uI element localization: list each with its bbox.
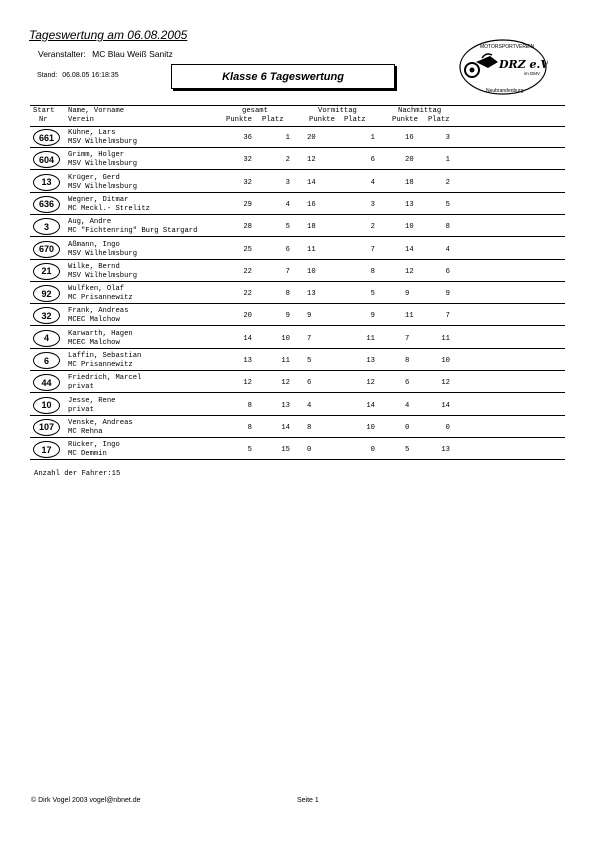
rider-name: Friedrich, Marcel	[68, 374, 142, 383]
morning-points: 4	[307, 401, 312, 410]
rider-name: Krüger, Gerd	[68, 173, 120, 182]
morning-place: 7	[370, 245, 375, 254]
morning-points: 7	[307, 334, 312, 343]
afternoon-place: 1	[445, 156, 450, 165]
rider-name: Wegner, Ditmar	[68, 195, 129, 204]
total-points: 36	[243, 134, 252, 142]
col-gesamt: gesamt	[242, 107, 268, 115]
total-points: 28	[243, 223, 252, 232]
afternoon-points: 9	[405, 290, 410, 299]
timestamp-label: Stand:	[37, 72, 58, 79]
rider-club: MC Demmin	[68, 450, 107, 459]
start-number-badge: 6	[33, 352, 60, 369]
afternoon-points: 7	[405, 334, 410, 343]
rider-club: MC "Fichtenring" Burg Stargard	[68, 227, 198, 236]
morning-points: 12	[307, 156, 316, 165]
rider-name: Jesse, Rene	[68, 396, 116, 405]
rider-club: MC Prisannewitz	[68, 361, 133, 369]
afternoon-points: 12	[405, 267, 414, 276]
start-number-badge: 3	[33, 218, 60, 235]
afternoon-place: 7	[445, 312, 450, 321]
afternoon-points: 20	[405, 156, 414, 165]
row-separator	[30, 325, 565, 326]
rider-club: MSV Wilhelmsburg	[68, 138, 138, 146]
morning-place: 11	[366, 334, 375, 343]
total-points: 8	[247, 401, 252, 410]
morning-place: 5	[370, 290, 375, 299]
morning-place: 1	[370, 134, 375, 142]
morning-points: 13	[307, 290, 316, 299]
start-number-badge: 636	[33, 196, 60, 213]
afternoon-place: 12	[441, 379, 450, 388]
table-row	[30, 239, 565, 260]
morning-points: 14	[307, 178, 316, 187]
total-place: 7	[285, 267, 290, 276]
table-row	[30, 194, 565, 215]
table-row	[30, 149, 565, 170]
total-points: 22	[243, 267, 252, 276]
table-top-rule	[30, 105, 565, 106]
logo-top-text: MOTORSPORTVEREIN	[480, 44, 535, 50]
start-number-badge: 92	[33, 285, 60, 302]
start-number-badge: 10	[33, 397, 60, 414]
table-row	[30, 439, 565, 460]
morning-place: 14	[366, 401, 375, 410]
table-row	[30, 417, 565, 438]
afternoon-place: 4	[445, 245, 450, 254]
organizer-name: MC Blau Weiß Sanitz	[92, 49, 173, 59]
afternoon-points: 5	[405, 446, 410, 455]
morning-place: 4	[370, 178, 375, 187]
afternoon-place: 5	[445, 200, 450, 209]
rider-name: Frank, Andreas	[68, 307, 129, 316]
rider-club: MC Prisannewitz	[68, 294, 133, 303]
rider-club: MSV Wilhelmsburg	[68, 271, 138, 280]
table-row	[30, 350, 565, 371]
rider-count	[34, 470, 120, 478]
start-number-badge: 13	[33, 174, 60, 191]
row-separator	[30, 214, 565, 215]
morning-place: 8	[370, 267, 375, 276]
row-separator	[30, 415, 565, 416]
rider-name: Wulfken, Olaf	[68, 285, 125, 294]
col-nachmittag: Nachmittag	[398, 107, 442, 115]
start-number-badge: 661	[33, 129, 60, 146]
total-points: 20	[243, 312, 252, 321]
col-vormittag-punkte: Punkte	[309, 116, 335, 124]
total-place: 9	[285, 312, 290, 321]
morning-points: 5	[307, 357, 312, 365]
morning-points: 0	[307, 446, 312, 455]
svg-text:DRZ e.V.: DRZ e.V.	[499, 58, 548, 71]
table-row	[30, 305, 565, 326]
total-points: 13	[243, 357, 252, 365]
row-separator	[30, 281, 565, 282]
morning-place: 10	[366, 423, 375, 432]
col-nachmittag-platz: Platz	[428, 116, 450, 124]
rider-name: Grimm, Holger	[68, 151, 125, 160]
total-place: 4	[285, 200, 290, 209]
start-number-badge: 21	[33, 263, 60, 280]
organizer-line	[38, 49, 173, 59]
table-row	[30, 172, 565, 193]
table-row	[30, 283, 565, 304]
table-row	[30, 127, 565, 148]
table-row	[30, 328, 565, 349]
row-separator	[30, 392, 565, 393]
morning-points: 18	[307, 223, 316, 232]
col-vormittag: Vormittag	[318, 107, 357, 115]
morning-place: 0	[370, 446, 375, 455]
morning-points: 6	[307, 379, 312, 388]
row-separator	[30, 192, 565, 193]
rider-name: Karwarth, Hagen	[68, 329, 133, 338]
total-points: 12	[243, 379, 252, 388]
col-club: Verein	[68, 116, 94, 124]
row-separator	[30, 303, 565, 304]
col-nr: Nr	[39, 116, 48, 124]
afternoon-place: 8	[445, 223, 450, 232]
total-place: 8	[285, 290, 290, 299]
table-row	[30, 395, 565, 416]
total-points: 25	[243, 245, 252, 254]
timestamp-value: 06.08.05 16:18:35	[62, 72, 119, 79]
morning-points: 20	[307, 134, 316, 142]
rider-name: Wilke, Bernd	[68, 262, 120, 271]
col-start: Start	[33, 107, 55, 115]
afternoon-points: 8	[405, 357, 410, 365]
afternoon-points: 4	[405, 401, 410, 410]
rider-name: Aßmann, Ingo	[68, 240, 120, 249]
morning-points: 10	[307, 267, 316, 276]
total-points: 32	[243, 178, 252, 187]
total-place: 12	[281, 379, 290, 388]
start-number-badge: 107	[33, 419, 60, 436]
logo-bottom-text: Neubrandenburg	[486, 88, 524, 94]
total-points: 5	[247, 446, 252, 455]
afternoon-place: 0	[445, 423, 450, 432]
total-place: 5	[285, 223, 290, 232]
rider-club: MSV Wilhelmsburg	[68, 182, 138, 191]
total-place: 14	[281, 423, 290, 432]
total-points: 29	[243, 200, 252, 209]
afternoon-place: 13	[441, 446, 450, 455]
motorcycle-logo-icon	[458, 38, 548, 100]
rider-club: MC Meckl.- Strelitz	[68, 204, 150, 213]
col-nachmittag-punkte: Punkte	[392, 116, 418, 124]
total-place: 1	[285, 134, 290, 142]
morning-place: 2	[370, 223, 375, 232]
footer-page: Seite 1	[297, 797, 319, 804]
footer-copyright: © Dirk Vogel 2003 vogel@nbnet.de	[31, 797, 141, 804]
timestamp-line	[37, 72, 119, 79]
rider-name: Laffin, Sebastian	[68, 352, 142, 360]
afternoon-points: 11	[405, 312, 414, 321]
rider-club: MC Rehna	[68, 427, 103, 436]
rider-count-label: Anzahl der Fahrer:	[34, 470, 112, 478]
logo-side-text: im DMV	[524, 71, 540, 76]
total-place: 11	[281, 357, 290, 365]
rider-club: privat	[68, 405, 94, 414]
afternoon-points: 0	[405, 423, 410, 432]
row-separator	[30, 459, 565, 460]
afternoon-place: 3	[445, 134, 450, 142]
afternoon-place: 14	[441, 401, 450, 410]
afternoon-points: 6	[405, 379, 410, 388]
afternoon-place: 6	[445, 267, 450, 276]
col-gesamt-punkte: Punkte	[226, 116, 252, 124]
afternoon-points: 13	[405, 200, 414, 209]
morning-points: 16	[307, 200, 316, 209]
rider-name: Rücker, Ingo	[68, 441, 120, 450]
row-separator	[30, 236, 565, 237]
start-number-badge: 670	[33, 241, 60, 258]
total-place: 13	[281, 401, 290, 410]
start-number-badge: 32	[33, 307, 60, 324]
total-place: 2	[285, 156, 290, 165]
total-place: 3	[285, 178, 290, 187]
afternoon-points: 16	[405, 134, 414, 142]
rider-club: MSV Wilhelmsburg	[68, 249, 138, 258]
total-place: 15	[281, 446, 290, 455]
row-separator	[30, 370, 565, 371]
class-title-box: Klasse 6 Tageswertung	[171, 64, 395, 89]
rider-club: privat	[68, 383, 94, 392]
row-separator	[30, 259, 565, 260]
afternoon-points: 14	[405, 245, 414, 254]
rider-name: Venske, Andreas	[68, 418, 133, 427]
morning-points: 9	[307, 312, 312, 321]
col-name: Name, Vorname	[68, 107, 125, 115]
row-separator	[30, 147, 565, 148]
rider-count-value: 15	[111, 470, 121, 478]
morning-points: 8	[307, 423, 312, 432]
table-row	[30, 372, 565, 393]
afternoon-place: 10	[441, 357, 450, 365]
club-logo	[458, 38, 548, 105]
afternoon-place: 11	[441, 334, 450, 343]
start-number-badge: 4	[33, 330, 60, 347]
table-row	[30, 261, 565, 282]
rider-name: Aug, Andre	[68, 218, 112, 227]
rider-club: MSV Wilhelmsburg	[68, 160, 138, 169]
rider-club: MCEC Malchow	[68, 316, 120, 325]
row-separator	[30, 348, 565, 349]
morning-place: 13	[366, 357, 375, 365]
start-number-badge: 44	[33, 374, 60, 391]
col-vormittag-platz: Platz	[344, 116, 366, 124]
start-number-badge: 604	[33, 151, 60, 168]
afternoon-points: 18	[405, 178, 414, 187]
col-gesamt-platz: Platz	[262, 116, 284, 124]
morning-points: 11	[307, 245, 316, 254]
total-points: 8	[247, 423, 252, 432]
total-place: 10	[281, 334, 290, 343]
start-number-badge: 17	[33, 441, 60, 458]
rider-club: MCEC Malchow	[68, 338, 120, 347]
report-title: Tageswertung am 06.08.2005	[29, 28, 188, 42]
organizer-label: Veranstalter:	[38, 49, 86, 59]
row-separator	[30, 437, 565, 438]
afternoon-points: 10	[405, 223, 414, 232]
total-points: 32	[243, 156, 252, 165]
rider-name: Kühne, Lars	[68, 129, 116, 137]
afternoon-place: 9	[445, 290, 450, 299]
total-points: 22	[243, 290, 252, 299]
morning-place: 9	[370, 312, 375, 321]
total-place: 6	[285, 245, 290, 254]
total-points: 14	[243, 334, 252, 343]
row-separator	[30, 169, 565, 170]
table-row	[30, 216, 565, 237]
morning-place: 3	[370, 200, 375, 209]
morning-place: 12	[366, 379, 375, 388]
afternoon-place: 2	[445, 178, 450, 187]
morning-place: 6	[370, 156, 375, 165]
